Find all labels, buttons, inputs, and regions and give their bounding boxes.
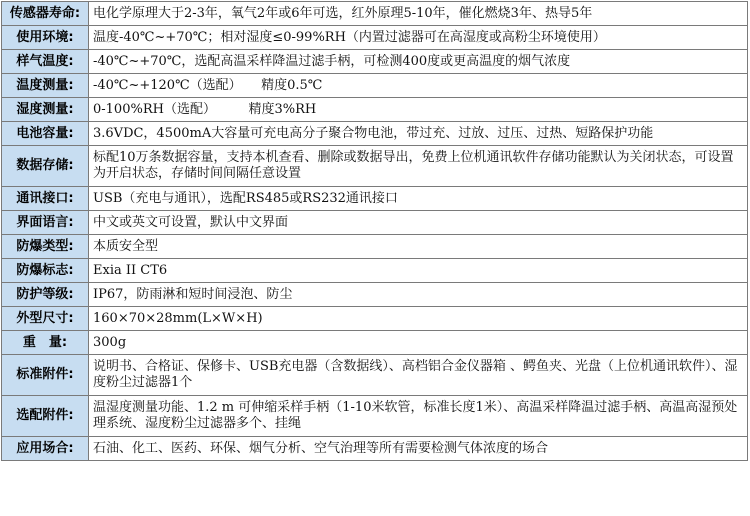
spec-row — [2, 2, 748, 26]
spec-value: 160×70×28mm(L×W×H) — [89, 307, 748, 331]
spec-value: 说明书、合格证、保修卡、USB充电器（含数据线）、高档铝合金仪器箱 、鳄鱼夹、光盘（上位机通讯软件）、湿度粉尘过滤器1个 — [89, 355, 748, 396]
spec-label: 湿度测量: — [2, 98, 89, 122]
spec-row — [2, 259, 748, 283]
spec-row — [2, 235, 748, 259]
spec-row — [2, 26, 748, 50]
spec-label: 温度测量: — [2, 74, 89, 98]
spec-label: 防护等级: — [2, 283, 89, 307]
spec-value: 温湿度测量功能、1.2 m 可伸缩采样手柄（1-10米软管，标准长度1米）、高温采样降温过滤手柄、高温高湿预处理系统、湿度粉尘过滤器多个、挂绳 — [89, 396, 748, 437]
spec-row — [2, 307, 748, 331]
spec-row — [2, 331, 748, 355]
spec-value: -40℃~+120℃（选配） 精度0.5℃ — [89, 74, 748, 98]
spec-label: 传感器寿命: — [2, 2, 89, 26]
spec-value: 温度-40℃~+70℃；相对湿度≤0-99%RH（内置过滤器可在高湿度或高粉尘环境使用） — [89, 26, 748, 50]
spec-value: IP67，防雨淋和短时间浸泡、防尘 — [89, 283, 748, 307]
spec-label: 防爆类型: — [2, 235, 89, 259]
spec-row — [2, 355, 748, 396]
spec-value: 电化学原理大于2-3年，氧气2年或6年可选，红外原理5-10年，催化燃烧3年、热导5年 — [89, 2, 748, 26]
spec-table — [1, 1, 748, 461]
spec-label: 外型尺寸: — [2, 307, 89, 331]
spec-row — [2, 146, 748, 187]
spec-row — [2, 396, 748, 437]
spec-label: 选配附件: — [2, 396, 89, 437]
spec-row — [2, 437, 748, 461]
spec-row — [2, 122, 748, 146]
spec-label: 使用环境: — [2, 26, 89, 50]
spec-value: 300g — [89, 331, 748, 355]
spec-label: 样气温度: — [2, 50, 89, 74]
spec-row — [2, 98, 748, 122]
spec-value: 本质安全型 — [89, 235, 748, 259]
spec-value: 中文或英文可设置，默认中文界面 — [89, 211, 748, 235]
spec-value: 3.6VDC，4500mA大容量可充电高分子聚合物电池，带过充、过放、过压、过热、短路保护功能 — [89, 122, 748, 146]
spec-value: 0-100%RH（选配） 精度3%RH — [89, 98, 748, 122]
spec-row — [2, 283, 748, 307]
spec-label: 界面语言: — [2, 211, 89, 235]
spec-value: 标配10万条数据容量，支持本机查看、删除或数据导出，免费上位机通讯软件存储功能默认为关闭状态，可设置为开启状态，存储时间间隔任意设置 — [89, 146, 748, 187]
spec-value: USB（充电与通讯），选配RS485或RS232通讯接口 — [89, 187, 748, 211]
spec-row — [2, 211, 748, 235]
spec-label: 数据存储: — [2, 146, 89, 187]
spec-label: 防爆标志: — [2, 259, 89, 283]
spec-value: 石油、化工、医药、环保、烟气分析、空气治理等所有需要检测气体浓度的场合 — [89, 437, 748, 461]
spec-label: 应用场合: — [2, 437, 89, 461]
spec-label: 电池容量: — [2, 122, 89, 146]
spec-table-body — [2, 2, 748, 461]
spec-label: 标准附件: — [2, 355, 89, 396]
spec-value: Exia II CT6 — [89, 259, 748, 283]
spec-row — [2, 74, 748, 98]
spec-value: -40℃~+70℃，选配高温采样降温过滤手柄，可检测400度或更高温度的烟气浓度 — [89, 50, 748, 74]
spec-label: 重 量: — [2, 331, 89, 355]
spec-row — [2, 50, 748, 74]
spec-label: 通讯接口: — [2, 187, 89, 211]
spec-row — [2, 187, 748, 211]
